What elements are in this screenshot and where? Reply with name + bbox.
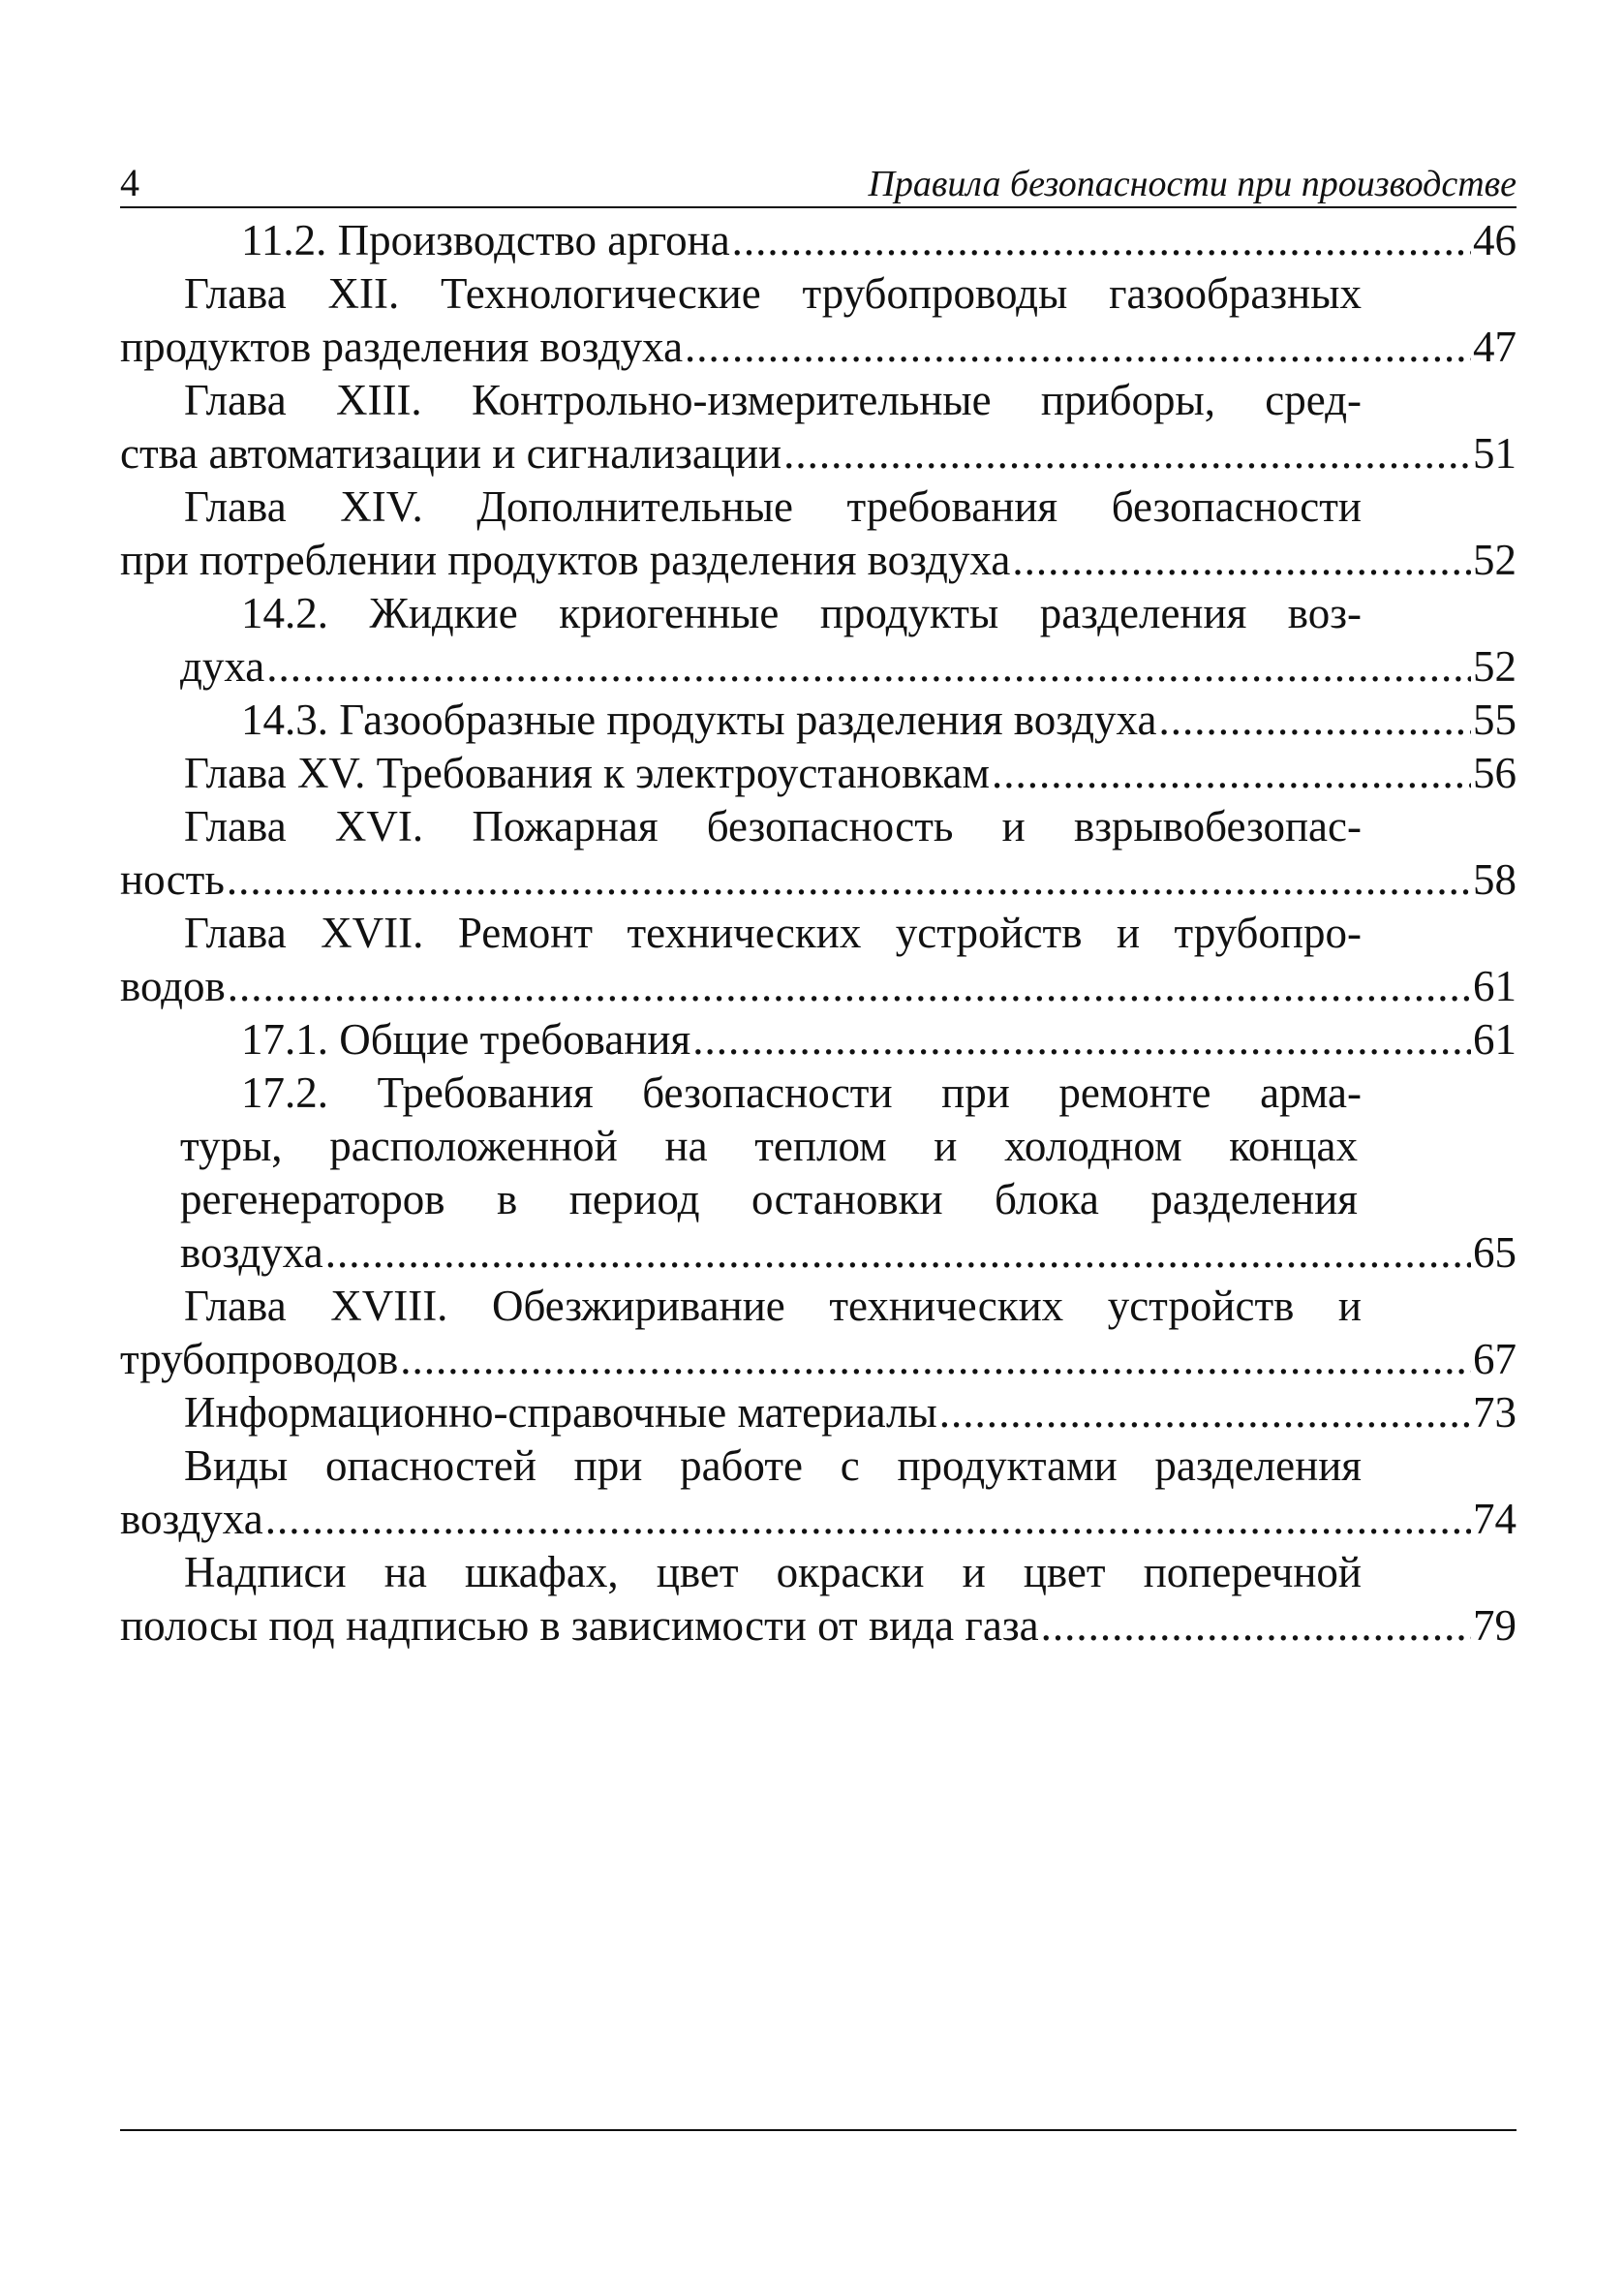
- running-header: [120, 150, 1517, 208]
- toc-entry-title: при потреблении продуктов разделения воздуха: [120, 536, 1011, 584]
- toc-entry-line: [120, 960, 1517, 1013]
- toc-entry: [120, 267, 1517, 374]
- toc-entry-title: трубопроводов: [120, 1335, 399, 1383]
- toc-entry-line: [120, 1333, 1517, 1386]
- toc-entry-title: воздуха: [180, 1228, 323, 1277]
- toc-entry-line: регенераторов в период остановки блока разделения: [180, 1175, 1358, 1223]
- toc-page-number: 52: [1473, 642, 1517, 691]
- dot-leader: [228, 960, 1471, 1013]
- toc-entry-title: 17.1. Общие требования: [241, 1015, 691, 1064]
- toc-entry: [120, 1546, 1517, 1653]
- toc-entry-line: Глава XIV. Дополнительные требования безопасности: [184, 482, 1362, 531]
- dot-leader: [939, 1386, 1471, 1439]
- toc-entry-title: 11.2. Производство аргона: [241, 216, 730, 264]
- toc-entry-line: [120, 1226, 1517, 1280]
- toc-entry: [120, 1067, 1517, 1280]
- toc-page-number: 51: [1473, 429, 1517, 478]
- dot-leader: [732, 214, 1471, 267]
- dot-leader: [1012, 534, 1471, 587]
- toc-entry-line: [120, 853, 1517, 907]
- toc-page-number: 74: [1473, 1495, 1517, 1543]
- dot-leader: [685, 321, 1471, 374]
- toc-entry-title: ность: [120, 855, 225, 904]
- toc-page-number: 79: [1473, 1601, 1517, 1650]
- toc-page-number: 47: [1473, 323, 1517, 371]
- toc-entry-line: [120, 747, 1517, 800]
- toc-page-number: 46: [1473, 216, 1517, 264]
- toc-entry: [120, 1280, 1517, 1386]
- toc-entry: [120, 374, 1517, 480]
- toc-entry-line: 14.2. Жидкие криогенные продукты разделения воз-: [241, 589, 1362, 637]
- toc-entry-line: Надписи на шкафах, цвет окраски и цвет поперечной: [184, 1548, 1362, 1596]
- dot-leader: [400, 1333, 1471, 1386]
- dot-leader: [265, 1493, 1471, 1546]
- toc-entry: [120, 907, 1517, 1013]
- toc-entry-line: [120, 214, 1517, 267]
- toc-entry-line: 17.2. Требования безопасности при ремонте арма-: [241, 1068, 1362, 1117]
- toc-entry-title: водов: [120, 962, 226, 1010]
- page: [120, 150, 1517, 1653]
- toc-entry-title: духа: [180, 642, 265, 691]
- toc-page-number: 52: [1473, 536, 1517, 584]
- toc-entry: [120, 1439, 1517, 1546]
- toc-entry: [120, 587, 1517, 694]
- dot-leader: [692, 1013, 1471, 1067]
- dot-leader: [266, 640, 1471, 694]
- toc-entry-title: Информационно-справочные материалы: [184, 1388, 937, 1437]
- dot-leader: [1158, 694, 1471, 747]
- dot-leader: [325, 1226, 1471, 1280]
- toc-entry: [120, 747, 1517, 800]
- toc-entry-line: Глава XVIII. Обезжиривание технических устройств и: [184, 1282, 1362, 1330]
- toc-entry: [120, 1386, 1517, 1439]
- toc-entry-title: 14.3. Газообразные продукты разделения воздуха: [241, 696, 1157, 744]
- toc-page-number: 67: [1473, 1335, 1517, 1383]
- toc-entry-line: [120, 1386, 1517, 1439]
- toc-entry-line: [120, 321, 1517, 374]
- toc-entry-line: Виды опасностей при работе с продуктами разделения: [184, 1441, 1362, 1490]
- toc-entry-line: [120, 1599, 1517, 1653]
- dot-leader: [1041, 1599, 1471, 1653]
- toc-page-number: 61: [1473, 962, 1517, 1010]
- toc-entry-line: [120, 1493, 1517, 1546]
- table-of-contents: [120, 214, 1517, 1653]
- page-number: 4: [120, 161, 139, 204]
- toc-page-number: 61: [1473, 1015, 1517, 1064]
- toc-entry-line: Глава XIII. Контрольно-измерительные приборы, сред-: [184, 376, 1362, 424]
- toc-entry-line: [120, 534, 1517, 587]
- running-title: Правила безопасности при производстве: [868, 164, 1517, 204]
- toc-entry-title: ства автоматизации и сигнализации: [120, 429, 782, 478]
- dot-leader: [992, 747, 1471, 800]
- toc-page-number: 55: [1473, 696, 1517, 744]
- toc-entry-title: полосы под надписью в зависимости от вида газа: [120, 1601, 1039, 1650]
- dot-leader: [783, 427, 1471, 480]
- toc-entry-line: [120, 640, 1517, 694]
- toc-page-number: 56: [1473, 749, 1517, 797]
- toc-page-number: 73: [1473, 1388, 1517, 1437]
- bottom-rule: [120, 2129, 1517, 2131]
- toc-entry: [120, 480, 1517, 587]
- dot-leader: [227, 853, 1471, 907]
- toc-entry: [120, 694, 1517, 747]
- toc-entry-title: Глава XV. Требования к электроустановкам: [184, 749, 990, 797]
- toc-entry: [120, 800, 1517, 907]
- toc-entry-line: [120, 1013, 1517, 1067]
- toc-entry-line: [120, 694, 1517, 747]
- toc-entry-line: Глава XVI. Пожарная безопасность и взрывобезопас-: [184, 802, 1362, 851]
- toc-page-number: 65: [1473, 1228, 1517, 1277]
- toc-entry: [120, 1013, 1517, 1067]
- toc-entry-line: туры, расположенной на теплом и холодном концах: [180, 1122, 1358, 1170]
- toc-entry-line: Глава XVII. Ремонт технических устройств и трубопро-: [184, 909, 1362, 957]
- toc-entry: [120, 214, 1517, 267]
- toc-page-number: 58: [1473, 855, 1517, 904]
- toc-entry-title: воздуха: [120, 1495, 263, 1543]
- toc-entry-title: продуктов разделения воздуха: [120, 323, 684, 371]
- toc-entry-line: Глава XII. Технологические трубопроводы газообразных: [184, 269, 1362, 318]
- toc-entry-line: [120, 427, 1517, 480]
